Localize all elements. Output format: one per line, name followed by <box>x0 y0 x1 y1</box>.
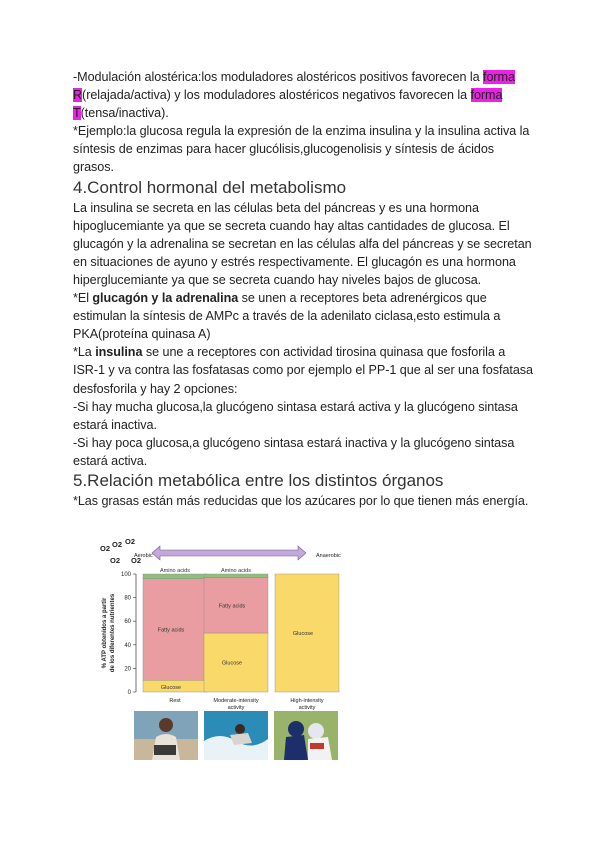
paragraph-insulin-receptors <box>73 343 533 397</box>
bold-glucagon-adrenaline: glucagón y la adrenalina <box>92 291 239 306</box>
y-tick-label-60: 60 <box>124 619 131 626</box>
paragraph-allosteric <box>73 68 533 122</box>
segment-label-3: Glucose <box>221 660 243 667</box>
y-axis-label: % ATP obtenidos a partir <box>102 597 108 669</box>
text-run: *El <box>73 291 93 306</box>
segment-label-1: Fatty acids <box>157 627 185 634</box>
category-label-1: Moderate-intensity <box>213 698 259 704</box>
oxygen-label-2: O2 <box>125 537 136 546</box>
paragraph-glucagon-receptors <box>73 289 533 343</box>
oxygen-label-1: O2 <box>112 540 123 549</box>
category-label-2-line2: activity <box>298 705 316 711</box>
paragraph-fats: *Las grasas están más reducidas que los azúcares por lo que tienen más energía. <box>73 493 529 508</box>
y-tick-label-100: 100 <box>120 572 131 578</box>
photo-rest <box>134 711 198 760</box>
highlight-forma-t: forma T <box>73 88 503 121</box>
text-run: (tensa/inactiva). <box>80 106 169 121</box>
heading-organ-relation: 5.Relación metabólica entre los distintos órganos <box>73 470 444 490</box>
segment-label-4: Fatty acids <box>218 603 246 610</box>
paragraph-insulin-glucagon: La insulina se secreta en las células beta del páncreas y es una hormona hipoglucemiante ya que se secreta cuando hay altas cantidades de glucosa. El glucagón y la adrenalina se secretan en las células alfa del páncreas y se secretan en situaciones de ayuno y estrés respectivamente. El glucagón es una hormona hiperglucemiante ya que se secreta cuando hay niveles bajos de glucosa. <box>73 200 532 287</box>
segment-label-0: Glucose <box>160 685 182 691</box>
arrow-label-aerobic: Aerobic <box>134 553 153 559</box>
y-tick-label-80: 80 <box>124 595 131 602</box>
category-label-1-line2: activity <box>227 705 245 711</box>
text-run: se une a receptores con actividad tirosina quinasa que fosforila a ISR-1 y va contra las fosfatasas como por ejemplo el PP-1 que al ser una fosfatasa desfosforila y hay 2 opciones: <box>73 345 534 396</box>
segment-label-2: Amino acids <box>160 568 190 574</box>
oxygen-label-3: O2 <box>110 556 121 565</box>
paragraph-example: *Ejemplo:la glucosa regula la expresión de la enzima insulina y la insulina activa la síntesis de enzimas para hacer glucólisis,glucogenolisis y síntesis de ácidos grasos. <box>73 124 530 175</box>
bold-insulin: insulina <box>95 345 143 360</box>
photo-high-intensity-activity <box>274 711 338 760</box>
arrow-label-anaerobic: Anaerobic <box>316 553 341 559</box>
heading-hormonal-control: 4.Control hormonal del metabolismo <box>73 177 347 197</box>
bar-segment-amino-acids <box>204 574 268 578</box>
aerobic-anaerobic-arrow <box>152 546 306 560</box>
y-tick-label-20: 20 <box>124 666 131 673</box>
photo-moderate-activity <box>204 711 268 760</box>
segment-label-6: Glucose <box>292 631 314 637</box>
paragraph-option-1: -Si hay mucha glucosa,la glucógeno sintasa estará activa y la glucógeno sintasa estará inactiva. <box>73 399 518 432</box>
text-run: se unen a receptores beta adrenérgicos que estimulan la síntesis de AMPc a través de la adenilato ciclasa,esto estimula a PKA(proteína quinasa A) <box>73 291 501 342</box>
text-run: -Modulación alostérica:los moduladores alostéricos positivos favorecen la <box>73 70 484 84</box>
paragraph-option-2: -Si hay poca glucosa,a glucógeno sintasa estará inactiva y la glucógeno sintasa estará activa. <box>73 435 515 468</box>
oxygen-label-0: O2 <box>100 544 111 553</box>
document-body <box>73 68 533 510</box>
category-label-2: High-intensity <box>290 698 324 704</box>
text-run: *La <box>73 345 96 360</box>
category-label-0: Rest <box>169 698 181 704</box>
text-run: (relajada/activa) y los moduladores alostéricos negativos favorecen la <box>82 88 471 103</box>
y-tick-label-0: 0 <box>127 690 131 696</box>
y-axis-label-line2: de los diferentes nutrientes <box>110 593 116 673</box>
bar-segment-amino-acids <box>143 574 207 579</box>
oxygen-label-4: O2 <box>131 556 142 565</box>
highlight-forma-r: forma R <box>73 70 515 103</box>
segment-label-5: Amino acids <box>221 568 251 574</box>
y-tick-label-40: 40 <box>124 642 131 649</box>
